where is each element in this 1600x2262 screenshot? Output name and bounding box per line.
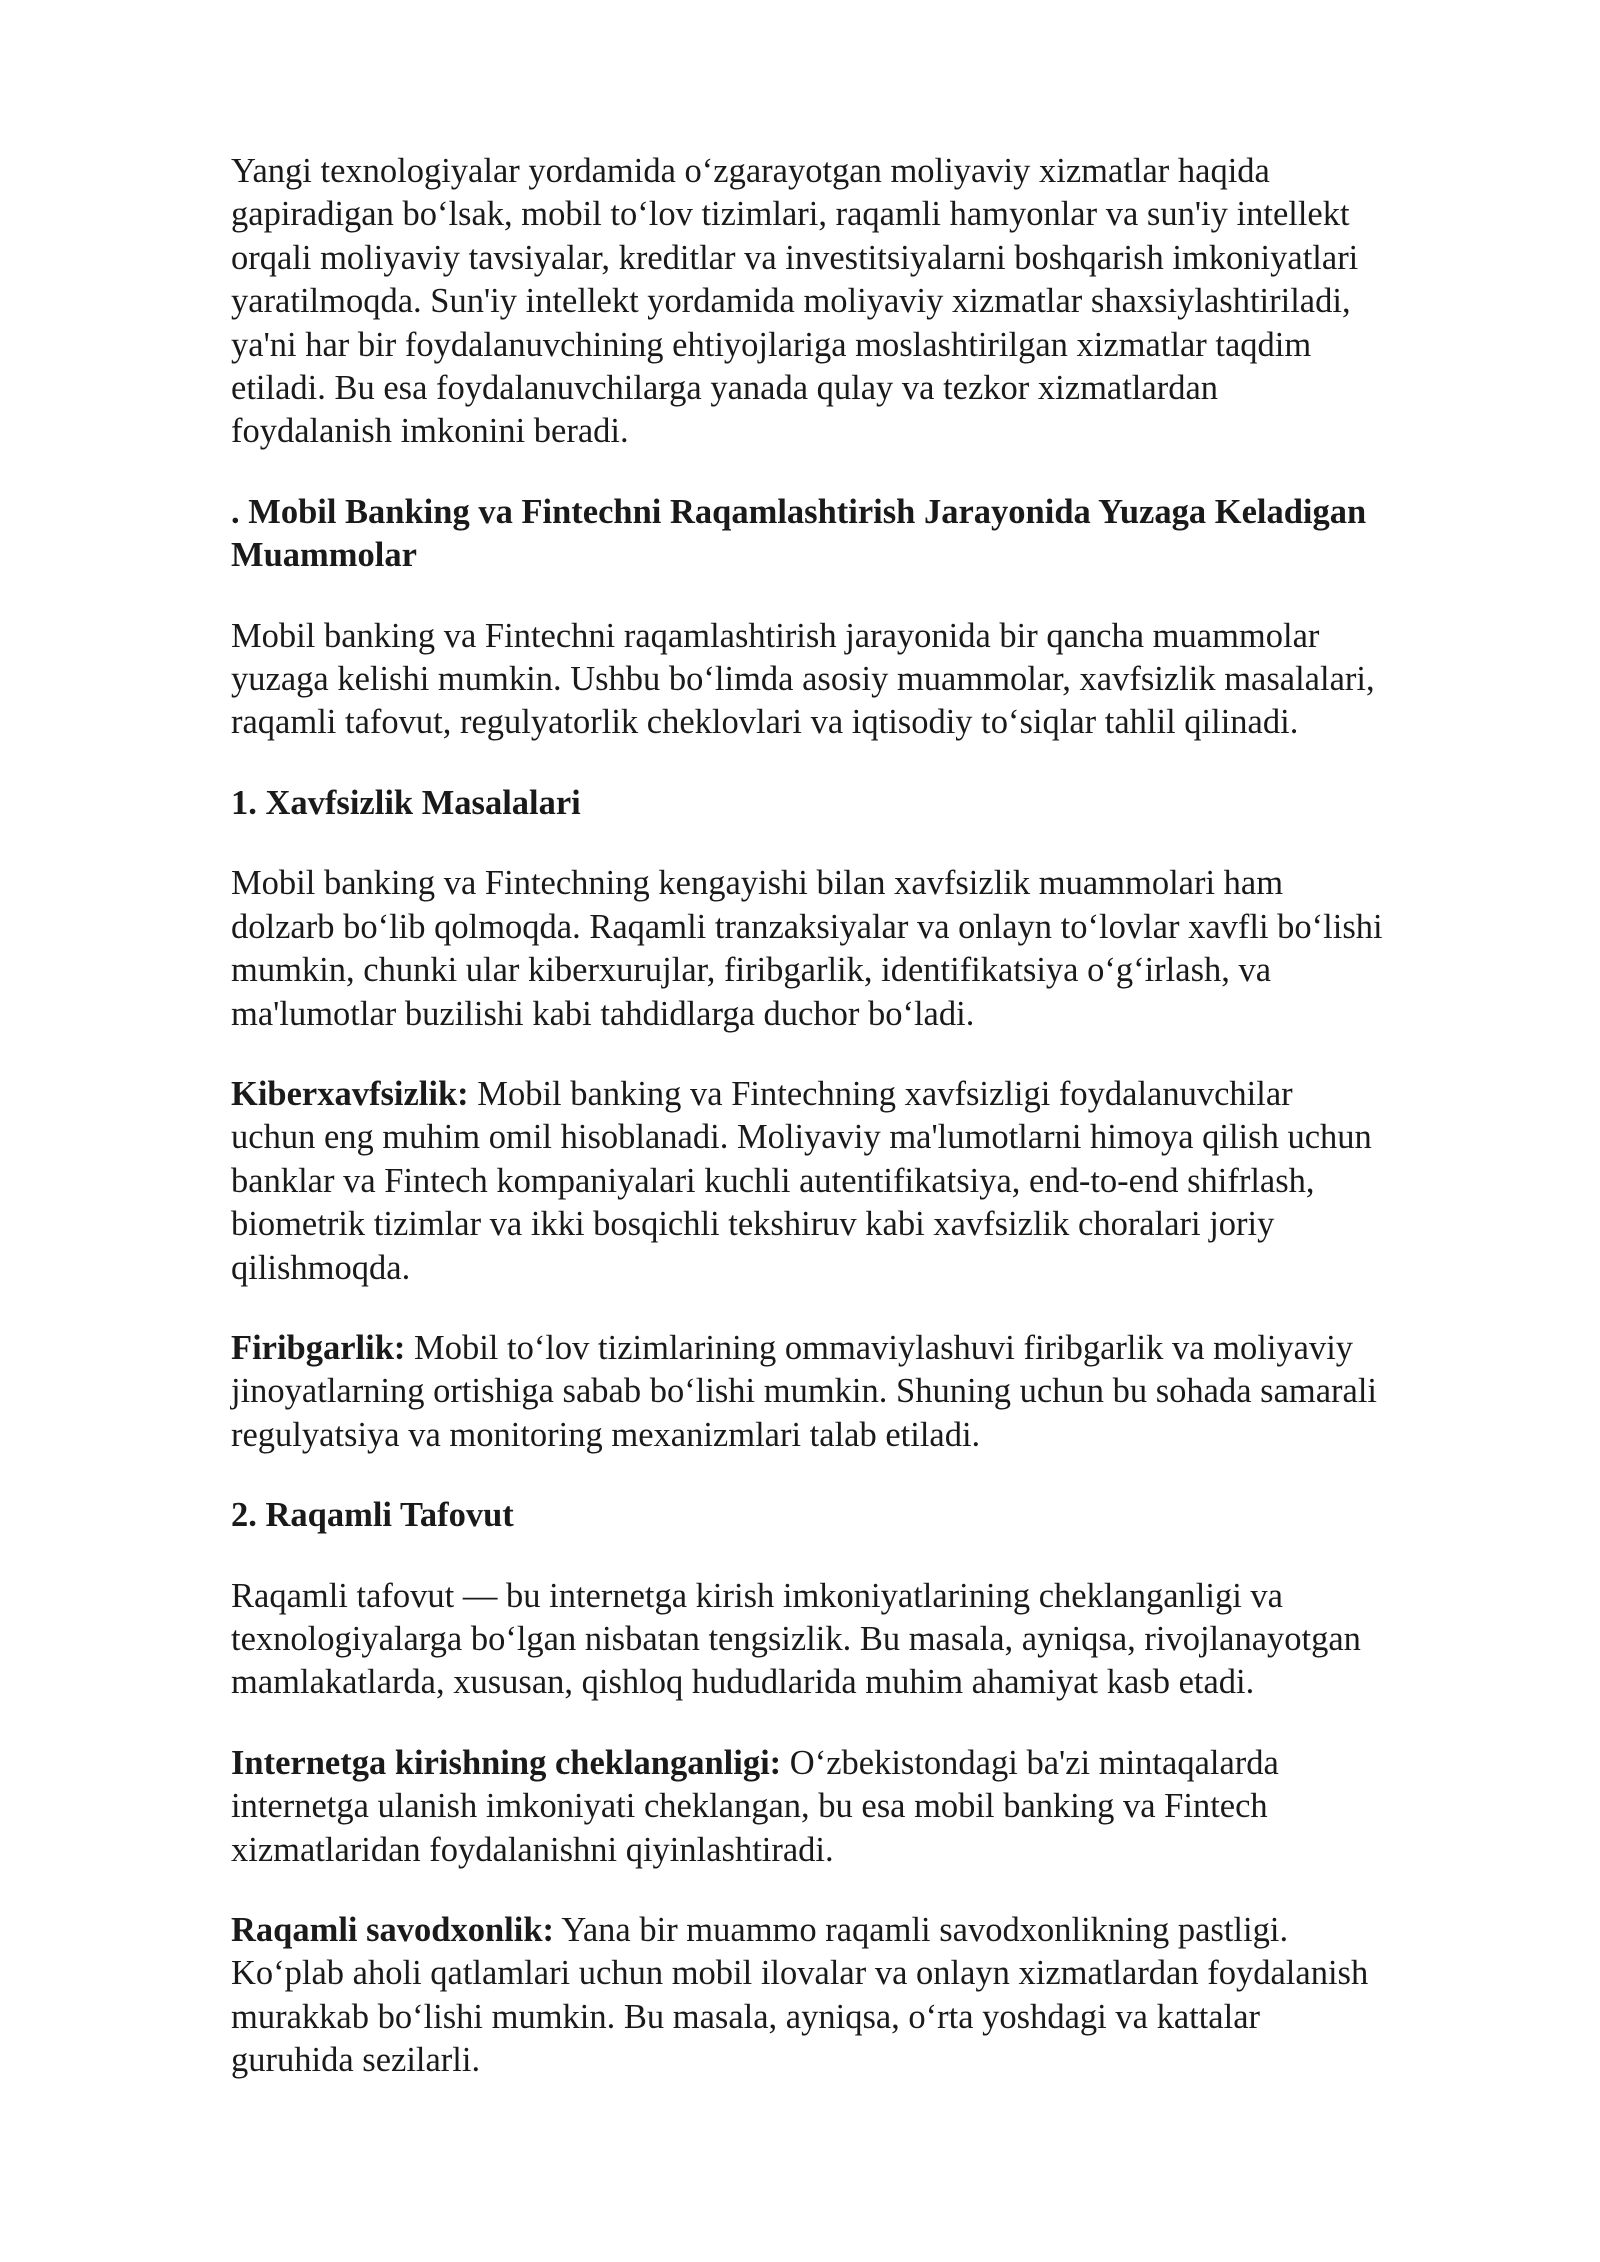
- cybersecurity-paragraph: Kiberxavfsizlik: Mobil banking va Fintechning xavfsizligi foydalanuvchilar uchun eng muhim omil hisoblanadi. Moliyaviy ma'lumotlarni himoya qilish uchun banklar va Fintech kompaniyalari kuchli autentifikatsiya, end-to-end shifrlash, biometrik tizimlar va ikki bosqichli tekshiruv kabi xavfsizlik choralari joriy qilishmoqda.: [231, 1074, 1372, 1287]
- heading-security-issues: 1. Xavfsizlik Masalalari: [231, 783, 581, 822]
- section-heading: . Mobil Banking va Fintechni Raqamlashtirish Jarayonida Yuzaga Keladigan Muammolar: [231, 492, 1367, 575]
- security-paragraph: Mobil banking va Fintechning kengayishi bilan xavfsizlik muammolari ham dolzarb boʻlib qolmoqda. Raqamli tranzaksiyalar va onlayn toʻlovlar xavfli boʻlishi mumkin, chunki ular kiberxurujlar, firibgarlik, identifikatsiya oʻgʻirlash, va ma'lumotlar buzilishi kabi tahdidlarga duchor boʻladi.: [231, 864, 1383, 1033]
- fraud-lead: Firibgarlik:: [231, 1328, 406, 1367]
- document-body: [231, 150, 1531, 2120]
- fraud-paragraph: Firibgarlik: Mobil toʻlov tizimlarining ommaviylashuvi firibgarlik va moliyaviy jinoyatlarning ortishiga sabab boʻlishi mumkin. Shuning uchun bu sohada samarali regulyatsiya va monitoring mexanizmlari talab etiladi.: [231, 1328, 1377, 1454]
- digital-divide-paragraph: Raqamli tafovut — bu internetga kirish imkoniyatlarining cheklanganligi va texnologiyalarga boʻlgan nisbatan tengsizlik. Bu masala, ayniqsa, rivojlanayotgan mamlakatlarda, xususan, qishloq hududlarida muhim ahamiyat kasb etadi.: [231, 1576, 1361, 1702]
- digital-literacy-paragraph: Raqamli savodxonlik: Yana bir muammo raqamli savodxonlikning pastligi. Koʻplab aholi qatlamlari uchun mobil ilovalar va onlayn xizmatlardan foydalanish murakkab boʻlishi mumkin. Bu masala, ayniqsa, oʻrta yoshdagi va kattalar guruhida sezilarli.: [231, 1911, 1369, 2080]
- cybersecurity-lead: Kiberxavfsizlik:: [231, 1074, 469, 1113]
- internet-access-paragraph: Internetga kirishning cheklanganligi: Oʻzbekistondagi ba'zi mintaqalarda internetga ulanish imkoniyati cheklangan, bu esa mobil banking va Fintech xizmatlaridan foydalanishni qiyinlashtiradi.: [231, 1743, 1279, 1869]
- internet-access-lead: Internetga kirishning cheklanganligi:: [231, 1743, 782, 1782]
- section-intro-paragraph: Mobil banking va Fintechni raqamlashtirish jarayonida bir qancha muammolar yuzaga kelishi mumkin. Ushbu boʻlimda asosiy muammolar, xavfsizlik masalalari, raqamli tafovut, regulyatorlik cheklovlari va iqtisodiy toʻsiqlar tahlil qilinadi.: [231, 616, 1375, 742]
- intro-paragraph: Yangi texnologiyalar yordamida oʻzgarayotgan moliyaviy xizmatlar haqida gapiradigan boʻlsak, mobil toʻlov tizimlari, raqamli hamyonlar va sun'iy intellekt orqali moliyaviy tavsiyalar, kreditlar va investitsiyalarni boshqarish imkoniyatlari yaratilmoqda. Sun'iy intellekt yordamida moliyaviy xizmatlar shaxsiylashtiriladi, ya'ni har bir foydalanuvchining ehtiyojlariga moslashtirilgan xizmatlar taqdim etiladi. Bu esa foydalanuvchilarga yanada qulay va tezkor xizmatlardan foydalanish imkonini beradi.: [231, 152, 1359, 451]
- digital-literacy-lead: Raqamli savodxonlik:: [231, 1911, 555, 1949]
- heading-digital-divide: 2. Raqamli Tafovut: [231, 1496, 514, 1535]
